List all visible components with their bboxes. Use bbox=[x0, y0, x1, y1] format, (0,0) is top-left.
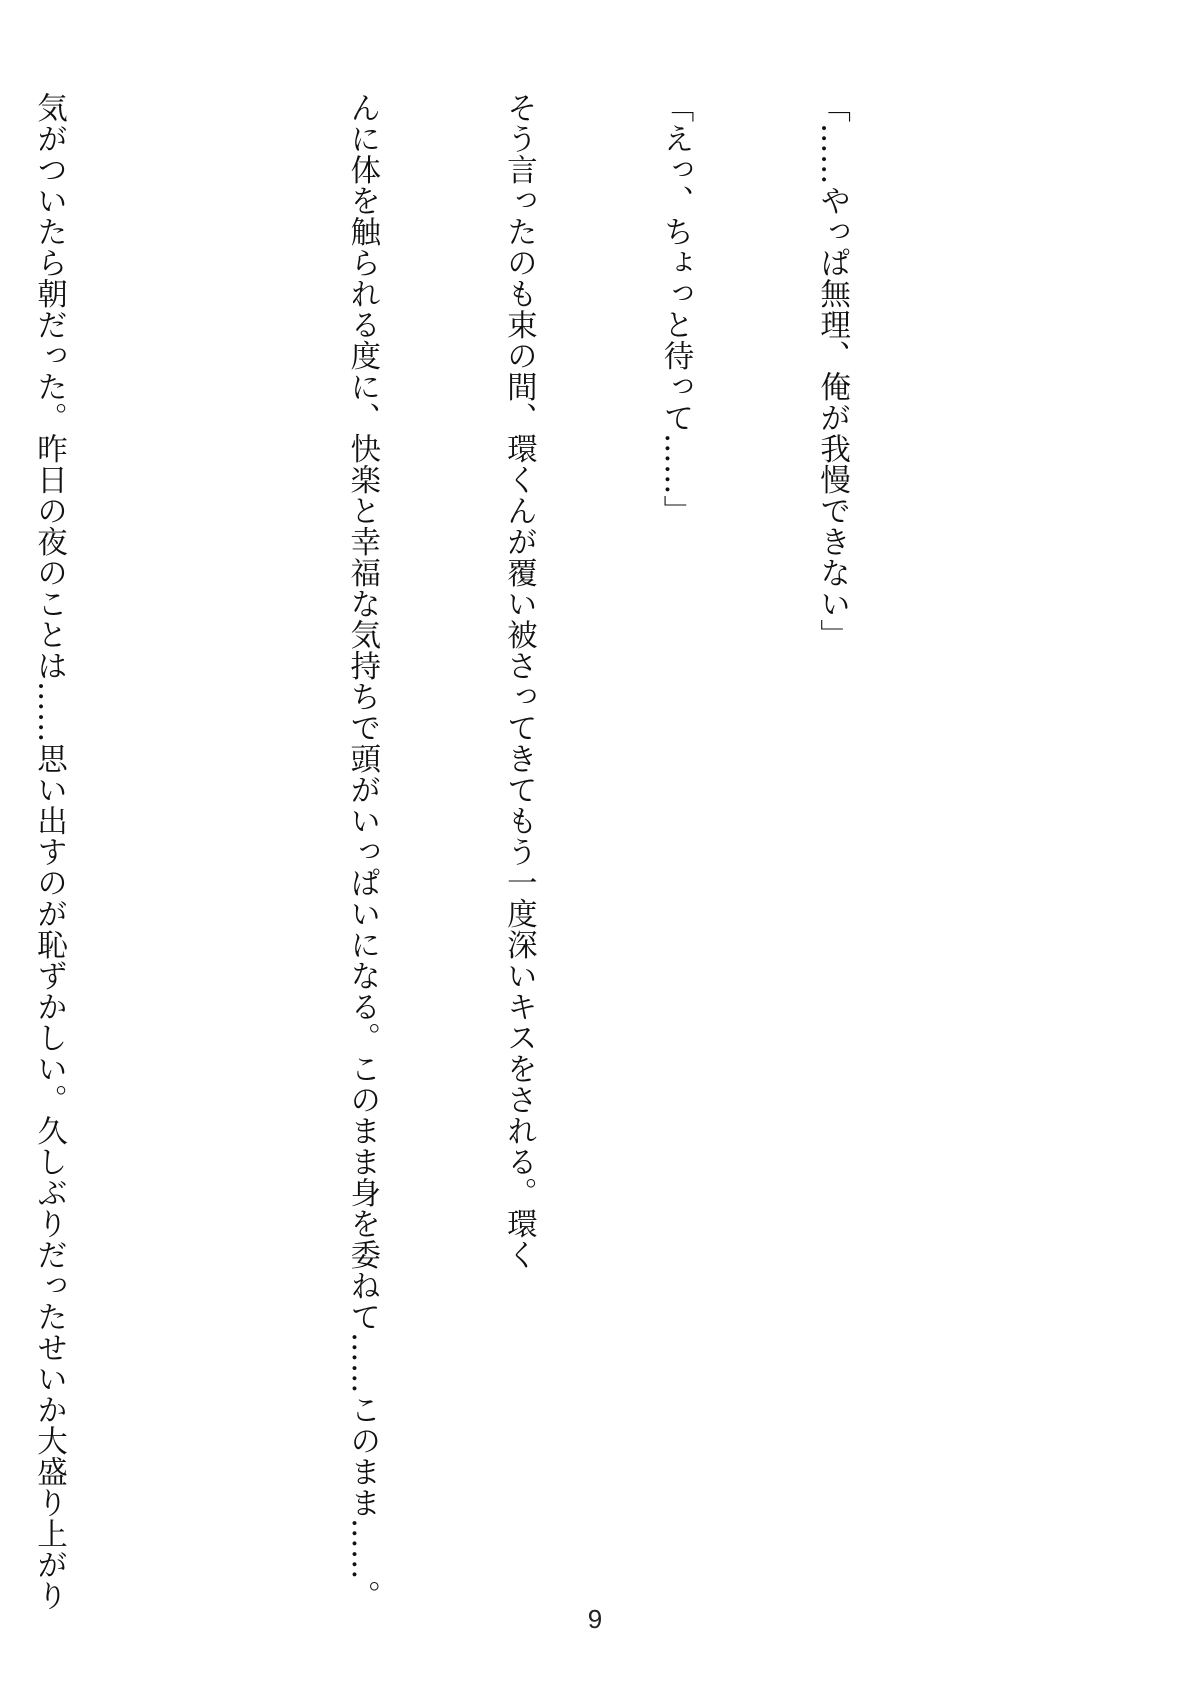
page-number: 9 bbox=[587, 1604, 603, 1634]
vertical-text-body bbox=[0, 92, 962, 1611]
text-line: 「えっ、ちょっと待って……」 bbox=[657, 92, 693, 526]
text-line: そう言ったのも束の間、環くんが覆い被さってきてもう一度深いキスをされる。環く bbox=[501, 92, 537, 1270]
text-line: 「……やっぱ無理、俺が我慢できない」 bbox=[814, 92, 850, 650]
paragraph-gap bbox=[179, 92, 231, 1592]
text-line: 気がついたら朝だった。昨日の夜のことは……思い出すのが恥ずかしい。久しぶりだったせいか大盛り上がり bbox=[31, 92, 67, 1611]
text-line: んに体を触られる度に、快楽と幸福な気持ちで頭がいっぱいになる。このまま身を委ねて……このまま……。 bbox=[344, 92, 380, 1611]
